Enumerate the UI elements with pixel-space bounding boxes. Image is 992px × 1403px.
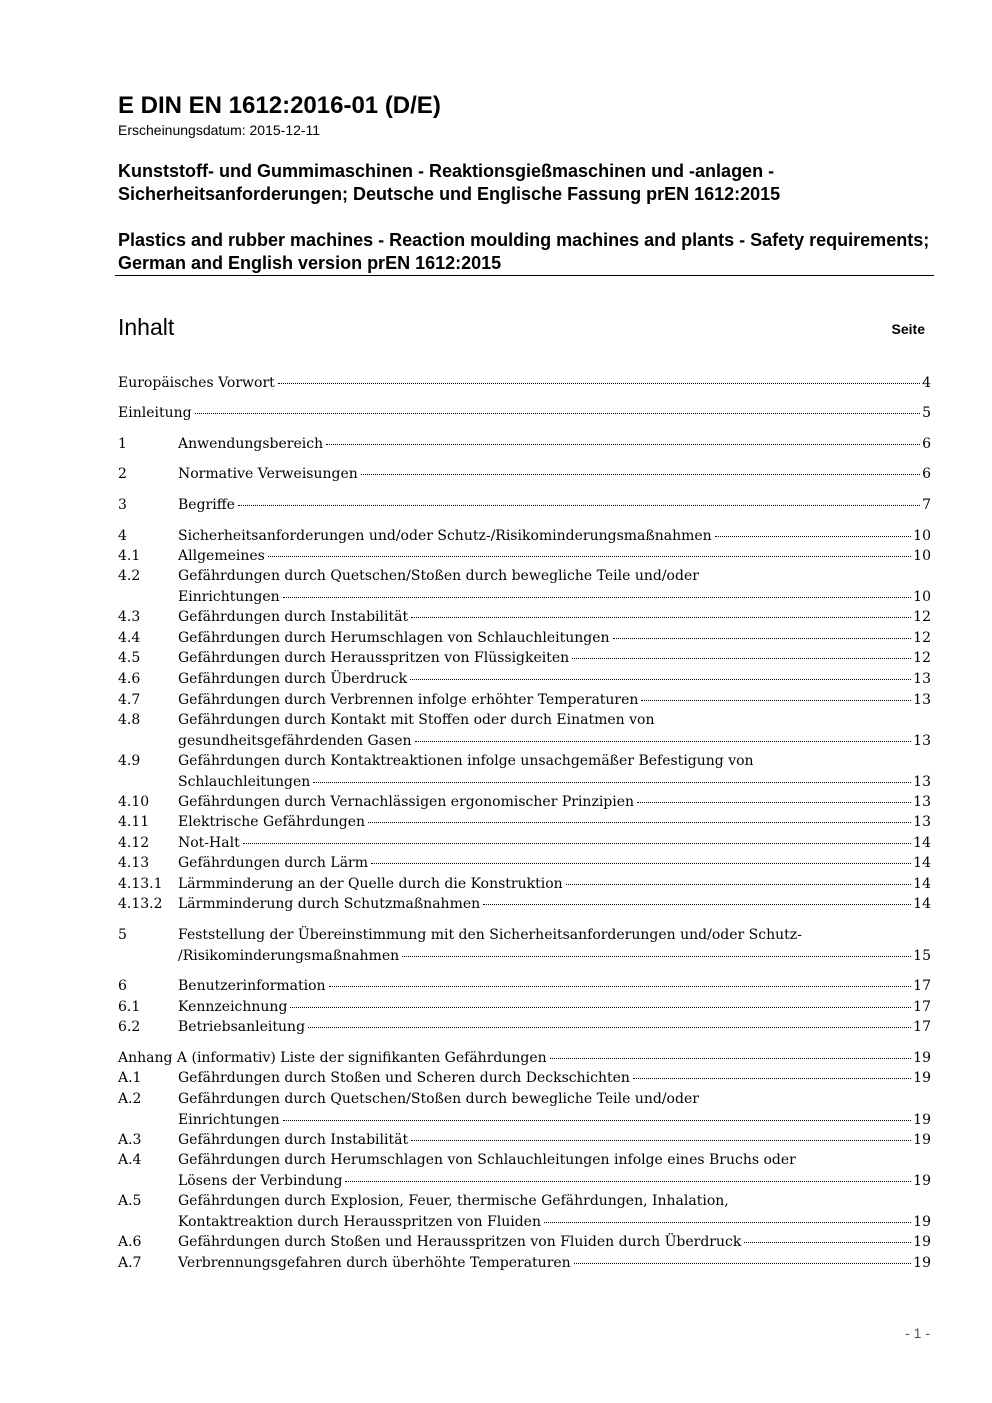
toc-entry-number: 4.9 [118, 753, 141, 769]
toc-entry-number: 4.1 [118, 548, 141, 564]
toc-entry-page: 6 [922, 466, 931, 482]
toc-dot-leader [326, 444, 920, 445]
toc-dot-leader [283, 597, 912, 598]
toc-entry[interactable] [118, 526, 931, 547]
toc-entry-title: Anwendungsbereich [178, 436, 324, 452]
toc-entry-title: Anhang A (informativ) Liste der signifikanten Gefährdungen [118, 1050, 547, 1066]
toc-entry-page: 17 [913, 978, 931, 994]
toc-entry[interactable] [118, 976, 931, 997]
toc-dot-leader [371, 863, 911, 864]
toc-entry-title: Gefährdungen durch Herausspritzen von Flüssigkeiten [178, 650, 570, 666]
toc-entry[interactable] [118, 792, 931, 813]
toc-entry-page: 14 [913, 896, 931, 912]
toc-entry-page: 19 [913, 1234, 931, 1250]
toc-entry-title: Gefährdungen durch Überdruck [178, 671, 408, 687]
toc-entry-page: 13 [913, 671, 931, 687]
toc-entry-number: A.4 [118, 1152, 142, 1168]
toc-dot-leader [195, 413, 921, 414]
toc-entry-page: 19 [913, 1050, 931, 1066]
toc-entry-page: 7 [922, 497, 931, 513]
toc-entry-number: 4.4 [118, 630, 141, 646]
toc-entry-title: Gefährdungen durch Instabilität [178, 609, 409, 625]
toc-entry[interactable] [118, 607, 931, 628]
toc-entry[interactable] [118, 1150, 931, 1191]
toc-entry-number: 6 [118, 978, 127, 994]
toc-entry-title: Einleitung [118, 405, 192, 421]
toc-dot-leader [637, 802, 911, 803]
toc-dot-leader [313, 782, 911, 783]
toc-entry-page: 19 [913, 1132, 931, 1148]
toc-dot-leader [402, 956, 911, 957]
toc-entry-title: Lärmminderung durch Schutzmaßnahmen [178, 896, 481, 912]
toc-entry-number: 4.3 [118, 609, 141, 625]
toc-entry[interactable] [118, 373, 931, 394]
document-id: E DIN EN 1612:2016-01 (D/E) [118, 92, 441, 119]
toc-entry-page: 13 [913, 692, 931, 708]
toc-entry-title: Sicherheitsanforderungen und/oder Schutz-/Risikominderungsmaßnahmen [178, 528, 712, 544]
toc-entry[interactable] [118, 925, 931, 966]
toc-entry-title-line: Gefährdungen durch Quetschen/Stoßen durch bewegliche Teile und/oder [178, 568, 699, 584]
toc-entry-title: Betriebsanleitung [178, 1019, 306, 1035]
toc-entry-page: 12 [913, 650, 931, 666]
toc-dot-leader [572, 658, 911, 659]
toc-entry-title-line: Gefährdungen durch Quetschen/Stoßen durch bewegliche Teile und/oder [178, 1091, 699, 1107]
toc-entry[interactable] [118, 1089, 931, 1130]
toc-entry-number: 1 [118, 436, 127, 452]
toc-entry-page: 6 [922, 436, 931, 452]
toc-entry-number: 6.2 [118, 1019, 141, 1035]
toc-dot-leader [368, 822, 911, 823]
toc-entry-title: Einrichtungen [178, 1111, 280, 1128]
toc-entry[interactable] [118, 853, 931, 874]
toc-entry-title: Benutzerinformation [178, 978, 326, 994]
toc-entry-title: Gefährdungen durch Stoßen und Scheren durch Deckschichten [178, 1070, 630, 1086]
toc-dot-leader [278, 383, 920, 384]
toc-dot-leader [566, 884, 912, 885]
toc-entry-page: 12 [913, 609, 931, 625]
toc-entry-number: 3 [118, 497, 127, 513]
toc-entry[interactable] [118, 833, 931, 854]
toc-dot-leader [550, 1058, 912, 1059]
toc-entry-number: 6.1 [118, 999, 141, 1015]
toc-entry[interactable] [118, 1253, 931, 1274]
toc-dot-leader [308, 1027, 911, 1028]
toc-heading: Inhalt [118, 314, 175, 340]
toc-entry[interactable] [118, 628, 931, 649]
toc-entry-page: 14 [913, 855, 931, 871]
toc-entry[interactable] [118, 751, 931, 792]
toc-entry[interactable] [118, 434, 931, 455]
publication-date: Erscheinungsdatum: 2015-12-11 [118, 122, 321, 138]
toc-dot-leader [238, 505, 920, 506]
toc-entry-page: 10 [913, 588, 931, 605]
toc-entry-number: 4.5 [118, 650, 141, 666]
toc-entry[interactable] [118, 1130, 931, 1151]
toc-entry-title: Gefährdungen durch Instabilität [178, 1132, 409, 1148]
toc-entry-page: 4 [922, 375, 931, 391]
toc-page-column-label: Seite [891, 321, 925, 337]
toc-entry[interactable] [118, 669, 931, 690]
toc-entry-page: 14 [913, 835, 931, 851]
toc-entry-number: A.6 [118, 1234, 142, 1250]
toc-entry-title: gesundheitsgefährdenden Gasen [178, 732, 412, 749]
toc-entry-number: 4.13.2 [118, 896, 163, 912]
toc-entry-title: Not-Halt [178, 835, 240, 851]
toc-entry-number: 2 [118, 466, 127, 482]
toc-entry-number: A.2 [118, 1091, 142, 1107]
toc-entry-title: Begriffe [178, 497, 235, 513]
toc-entry-title: Gefährdungen durch Herumschlagen von Schlauchleitungen [178, 630, 610, 646]
toc-entry-title: Einrichtungen [178, 588, 280, 605]
toc-entry-title: Gefährdungen durch Lärm [178, 855, 369, 871]
title-english: Plastics and rubber machines - Reaction moulding machines and plants - Safety requirements; German and English version prEN 1612:2015 [118, 230, 930, 273]
toc-entry-title: Elektrische Gefährdungen [178, 814, 366, 830]
toc-entry-page: 19 [913, 1111, 931, 1128]
toc-dot-leader [410, 679, 911, 680]
toc-dot-leader [744, 1242, 911, 1243]
toc-entry-page: 19 [913, 1070, 931, 1086]
toc-entry[interactable] [118, 464, 931, 485]
toc-entry-page: 14 [913, 876, 931, 892]
toc-entry-title-line: Gefährdungen durch Kontaktreaktionen infolge unsachgemäßer Befestigung von [178, 753, 754, 769]
title-german: Kunststoff- und Gummimaschinen - Reaktionsgießmaschinen und -anlagen - Sicherheitsanforderungen; Deutsche und Englische Fassung prEN 1612:2015 [118, 161, 781, 204]
toc-dot-leader [544, 1222, 911, 1223]
toc-entry-number: 4.6 [118, 671, 141, 687]
toc-entry-title: Lärmminderung an der Quelle durch die Konstruktion [178, 876, 563, 892]
toc-entry-page: 17 [913, 1019, 931, 1035]
toc-entry[interactable] [118, 546, 931, 567]
toc-entry-number: A.3 [118, 1132, 142, 1148]
toc-entry-page: 10 [913, 548, 931, 564]
toc-entry-page: 10 [913, 528, 931, 544]
toc-dot-leader [268, 556, 911, 557]
toc-dot-leader [345, 1181, 911, 1182]
toc-entry-page: 15 [913, 947, 931, 964]
toc-entry-number: 4.10 [118, 794, 150, 810]
toc-entry-number: 5 [118, 927, 127, 943]
toc-entry[interactable] [118, 403, 931, 424]
toc-entry[interactable] [118, 1191, 931, 1232]
toc-entry-title: Kontaktreaktion durch Herausspritzen von Fluiden [178, 1213, 541, 1230]
toc-entry[interactable] [118, 894, 931, 915]
toc-dot-leader [715, 536, 911, 537]
toc-entry-page: 13 [913, 773, 931, 790]
title-divider [115, 275, 934, 276]
toc-entry-title: Schlauchleitungen [178, 773, 311, 790]
toc-entry-title: Lösens der Verbindung [178, 1172, 343, 1189]
toc-entry-title: /Risikominderungsmaßnahmen [178, 947, 400, 964]
toc-dot-leader [641, 700, 911, 701]
toc-entry-page: 17 [913, 999, 931, 1015]
toc-dot-leader [283, 1120, 912, 1121]
toc-entry[interactable] [118, 566, 931, 607]
toc-dot-leader [243, 843, 911, 844]
toc-entry[interactable] [118, 874, 931, 895]
toc-dot-leader [574, 1263, 911, 1264]
toc-dot-leader [411, 617, 911, 618]
toc-entry-number: A.5 [118, 1193, 142, 1209]
toc-entry-number: 4.11 [118, 814, 150, 830]
toc-entry[interactable] [118, 1232, 931, 1253]
toc-entry-title-line: Feststellung der Übereinstimmung mit den Sicherheitsanforderungen und/oder Schutz- [178, 927, 802, 943]
toc-entry-title: Gefährdungen durch Verbrennen infolge erhöhter Temperaturen [178, 692, 639, 708]
toc-entry-number: A.1 [118, 1070, 142, 1086]
toc-dot-leader [361, 474, 920, 475]
toc-entry-number: 4 [118, 528, 127, 544]
toc-entry[interactable] [118, 1048, 931, 1069]
toc-entry-page: 19 [913, 1172, 931, 1189]
toc-dot-leader [633, 1078, 911, 1079]
toc-entry-title: Verbrennungsgefahren durch überhöhte Temperaturen [178, 1255, 571, 1271]
toc-entry-page: 19 [913, 1213, 931, 1230]
toc-entry[interactable] [118, 812, 931, 833]
toc-entry-page: 12 [913, 630, 931, 646]
toc-entry-page: 13 [913, 794, 931, 810]
toc-entry[interactable] [118, 690, 931, 711]
toc-entry-number: 4.12 [118, 835, 150, 851]
toc-entry[interactable] [118, 1068, 931, 1089]
toc-entry[interactable] [118, 648, 931, 669]
toc-entry-title: Europäisches Vorwort [118, 375, 275, 391]
toc-dot-leader [613, 638, 912, 639]
toc-entry-number: 4.7 [118, 692, 141, 708]
toc-entry[interactable] [118, 1017, 931, 1038]
toc-entry-title: Normative Verweisungen [178, 466, 358, 482]
toc-entry[interactable] [118, 495, 931, 516]
toc-entry-title-line: Gefährdungen durch Kontakt mit Stoffen oder durch Einatmen von [178, 712, 655, 728]
toc-entry-number: 4.2 [118, 568, 141, 584]
toc-entry-page: 13 [913, 814, 931, 830]
toc-dot-leader [411, 1140, 911, 1141]
toc-entry-page: 13 [913, 732, 931, 749]
toc-entry-number: 4.8 [118, 712, 141, 728]
toc-entry-title: Allgemeines [178, 548, 265, 564]
page-number: - 1 - [905, 1325, 930, 1341]
toc-entry-title-line: Gefährdungen durch Explosion, Feuer, thermische Gefährdungen, Inhalation, [178, 1193, 729, 1209]
toc-entry[interactable] [118, 710, 931, 751]
toc-dot-leader [329, 986, 912, 987]
toc-dot-leader [415, 741, 912, 742]
toc-entry-title: Kennzeichnung [178, 999, 288, 1015]
toc-dot-leader [290, 1007, 911, 1008]
toc-dot-leader [483, 904, 911, 905]
toc-entry-number: A.7 [118, 1255, 142, 1271]
toc-entry-title: Gefährdungen durch Stoßen und Herausspritzen von Fluiden durch Überdruck [178, 1234, 742, 1250]
toc-entry-number: 4.13 [118, 855, 150, 871]
toc-entry-title-line: Gefährdungen durch Herumschlagen von Schlauchleitungen infolge eines Bruchs oder [178, 1152, 796, 1168]
toc-entry[interactable] [118, 997, 931, 1018]
toc-entry-page: 5 [922, 405, 931, 421]
toc-entry-page: 19 [913, 1255, 931, 1271]
toc-entry-number: 4.13.1 [118, 876, 163, 892]
toc-entry-title: Gefährdungen durch Vernachlässigen ergonomischer Prinzipien [178, 794, 635, 810]
